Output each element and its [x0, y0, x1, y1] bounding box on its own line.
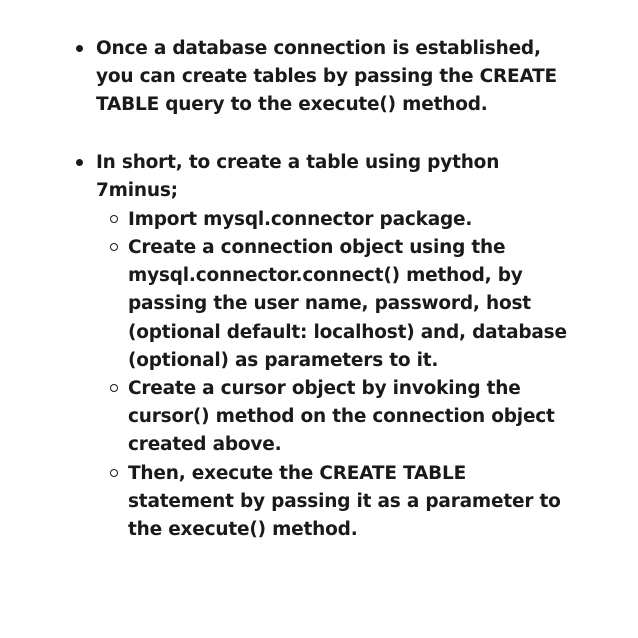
bullet-item [96, 35, 566, 119]
sub-bullet-item [128, 206, 573, 234]
hollow-circle-icon [110, 243, 118, 251]
sub-bullet-item [128, 375, 573, 460]
hollow-circle-icon [110, 384, 118, 392]
sub-bullet-item [128, 234, 573, 375]
sub-bullet-text: Then, execute the CREATE TABLE statement by passing it as a parameter to the execute() method. [128, 463, 561, 541]
bullet-text: Once a database connection is established, you can create tables by passing the CREATE TABLE query to the execute() method. [96, 38, 557, 115]
sub-bullet-text: Import mysql.connector package. [128, 209, 473, 230]
bullet-text: In short, to create a table using python 7minus; [96, 152, 500, 201]
bullet-dot-icon [76, 45, 83, 52]
hollow-circle-icon [110, 469, 118, 477]
sub-bullet-text: Create a connection object using the mysql.connector.connect() method, by passing the user name, password, host (optional default: localhost) and, database (optional) as parameters to it. [128, 237, 567, 371]
bullet-dot-icon [76, 159, 83, 166]
bullet-item [96, 149, 566, 205]
sub-bullet-item [128, 460, 573, 545]
hollow-circle-icon [110, 215, 118, 223]
sub-bullet-text: Create a cursor object by invoking the cursor() method on the connection object created above. [128, 378, 555, 456]
